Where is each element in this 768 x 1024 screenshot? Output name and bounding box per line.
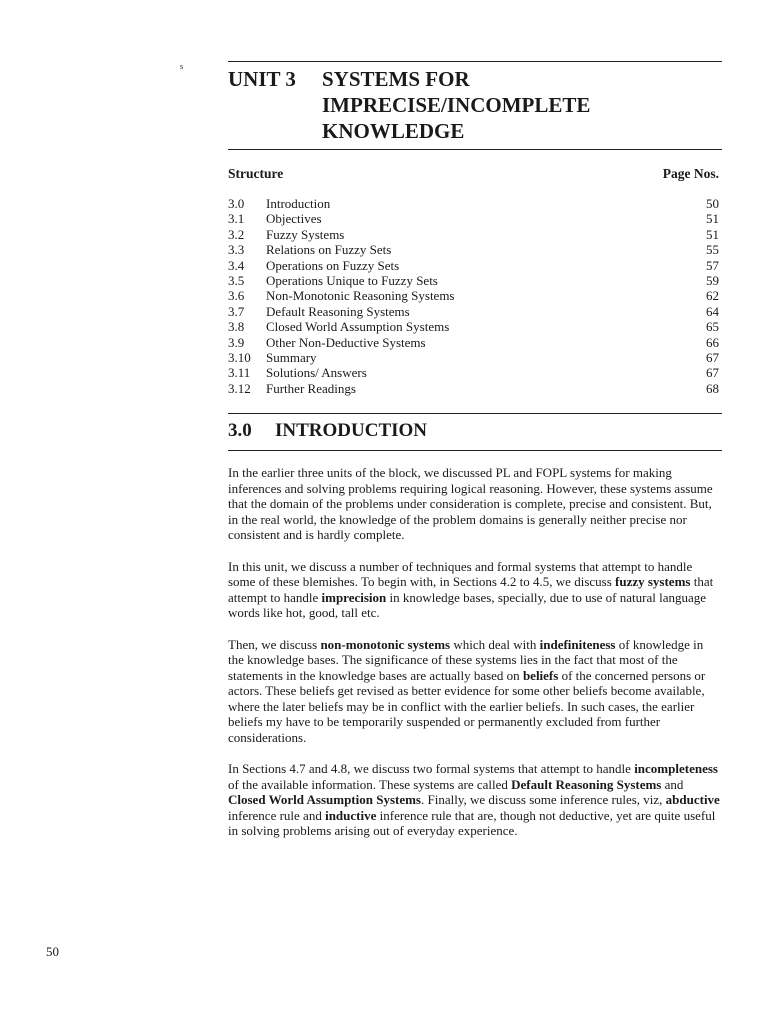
contents-item-page: 51 [706,226,719,242]
contents-item-page: 51 [706,211,719,227]
contents-item-page: 59 [706,272,719,288]
text-run: . Finally, we discuss some inference rules, viz, [421,792,666,807]
contents-item-page: 55 [706,242,719,258]
contents-item [228,335,719,350]
contents-item-title: Objectives [266,211,322,227]
introduction-body [228,465,722,855]
section-heading [228,420,427,442]
page-nos-heading: Page Nos. [662,166,719,181]
contents-item-number: 3.3 [228,242,245,258]
contents-item-title: Other Non-Deductive Systems [266,334,426,350]
text-run: inference rule and [228,807,326,823]
contents-item [228,273,719,288]
contents-item-page: 64 [706,303,719,319]
unit-title-line: KNOWLEDGE [322,119,465,143]
structure-header [228,166,719,182]
contents-item [228,365,719,380]
contents-item-title: Closed World Assumption Systems [266,319,450,335]
contents-item-page: 62 [706,288,719,304]
unit-title [322,66,590,144]
contents-item-title: Solutions/ Answers [266,365,367,381]
contents-item-number: 3.4 [228,257,245,273]
contents-item-number: 3.9 [228,334,245,350]
contents-item-number: 3.11 [228,365,251,381]
text-run: of knowledge in the knowledge bases. The significance of these systems lies in the fact that most of the statements in the knowledge bases are actually based on [228,636,704,683]
top-rule [228,61,722,62]
unit-title-line: SYSTEMS FOR [322,67,470,91]
unit-title-line: IMPRECISE/INCOMPLETE [322,93,591,117]
contents-item-number: 3.8 [228,319,245,335]
structure-heading: Structure [228,166,284,181]
contents-item-title: Relations on Fuzzy Sets [266,242,392,258]
contents-item-title: Fuzzy Systems [266,226,345,242]
contents-item-number: 3.6 [228,288,245,304]
bold-term: imprecision [321,589,387,605]
contents-item-title: Non-Monotonic Reasoning Systems [266,288,455,304]
section-top-rule [228,413,722,414]
contents-item-page: 66 [706,334,719,350]
bold-term: Closed World Assumption Systems [228,792,421,807]
contents-item-title: Operations Unique to Fuzzy Sets [266,272,438,288]
contents-item-page: 57 [706,257,719,273]
text-run: In the earlier three units of the block, we discussed PL and FOPL systems for making inferences and solving problems requiring logical reasoning. However, these systems assume that the domain of the problems under consideration is complete, precise and consistent. But, in the real world, the knowledge of the problem domains is generally neither precise nor consistent and is hardly complete. [228,465,713,542]
text-run: Then, we discuss [228,636,321,652]
contents-item-title: Summary [266,349,317,365]
bold-term: fuzzy systems [615,574,691,589]
bold-term: non-monotonic systems [320,636,451,652]
contents-item-number: 3.2 [228,226,245,242]
paragraph [228,637,722,746]
contents-item-page: 50 [706,196,719,211]
bold-term: abductive [665,792,720,807]
bold-term: inductive [325,807,377,823]
contents-item [228,350,719,365]
contents-item [228,381,719,396]
contents-item-page: 67 [706,349,719,365]
bold-term: incompleteness [634,761,718,776]
contents-item [228,288,719,303]
section-number: 3.0 [228,420,252,441]
section-bottom-rule [228,450,722,451]
text-run: which deal with [450,636,540,652]
bold-term: Default Reasoning Systems [511,776,662,792]
title-bottom-rule [228,149,722,150]
text-run: that attempt to handle [228,574,714,605]
contents-item [228,227,719,242]
contents-list [228,196,719,396]
contents-item-number: 3.0 [228,196,245,211]
contents-item-number: 3.12 [228,380,251,396]
text-run: in knowledge bases, specially, due to use of natural language words like hot, good, tall etc. [228,589,707,620]
paragraph [228,761,722,839]
text-run: In Sections 4.7 and 4.8, we discuss two formal systems that attempt to handle [228,761,635,776]
section-title: INTRODUCTION [275,420,428,441]
contents-item-page: 68 [706,380,719,396]
contents-item-page: 67 [706,365,719,381]
contents-item [228,242,719,257]
page-number: 50 [46,944,59,959]
text-run: In this unit, we discuss a number of techniques and formal systems that attempt to handle some of these blemishes. To begin with, in Sections 4.2 to 4.5, we discuss [228,558,693,589]
contents-item-number: 3.7 [228,303,245,319]
text-run: inference rule that are, though not deductive, yet are quite useful in solving problems arising out of everyday experience. [228,807,716,838]
unit-label: UNIT 3 [228,67,296,91]
contents-item-page: 65 [706,319,719,335]
contents-item [228,319,719,334]
text-run: of the available information. These systems are called [228,776,512,792]
contents-item-title: Operations on Fuzzy Sets [266,257,400,273]
structure-table [228,166,719,396]
contents-item-number: 3.10 [228,349,251,365]
text-run: of the concerned persons or actors. These beliefs get revised as better evidence for some other beliefs become available, where the later beliefs may be in conflict with the earlier beliefs. In such cases, the earlier beliefs my have to be temporarily suspended or permanently excluded from further considerations. [228,667,706,745]
contents-item [228,304,719,319]
contents-item-number: 3.5 [228,272,245,288]
contents-item [228,258,719,273]
contents-item-title: Introduction [266,196,331,211]
text-run: and [661,776,684,792]
paragraph [228,559,722,621]
contents-item-title: Further Readings [266,380,356,396]
bold-term: indefiniteness [539,636,616,652]
bold-term: beliefs [522,667,559,683]
paragraph [228,465,722,543]
contents-item-title: Default Reasoning Systems [266,303,410,319]
unit-title-block [228,66,722,144]
contents-item [228,196,719,211]
contents-item-number: 3.1 [228,211,245,227]
corner-mark: s [180,62,184,71]
contents-item [228,211,719,226]
